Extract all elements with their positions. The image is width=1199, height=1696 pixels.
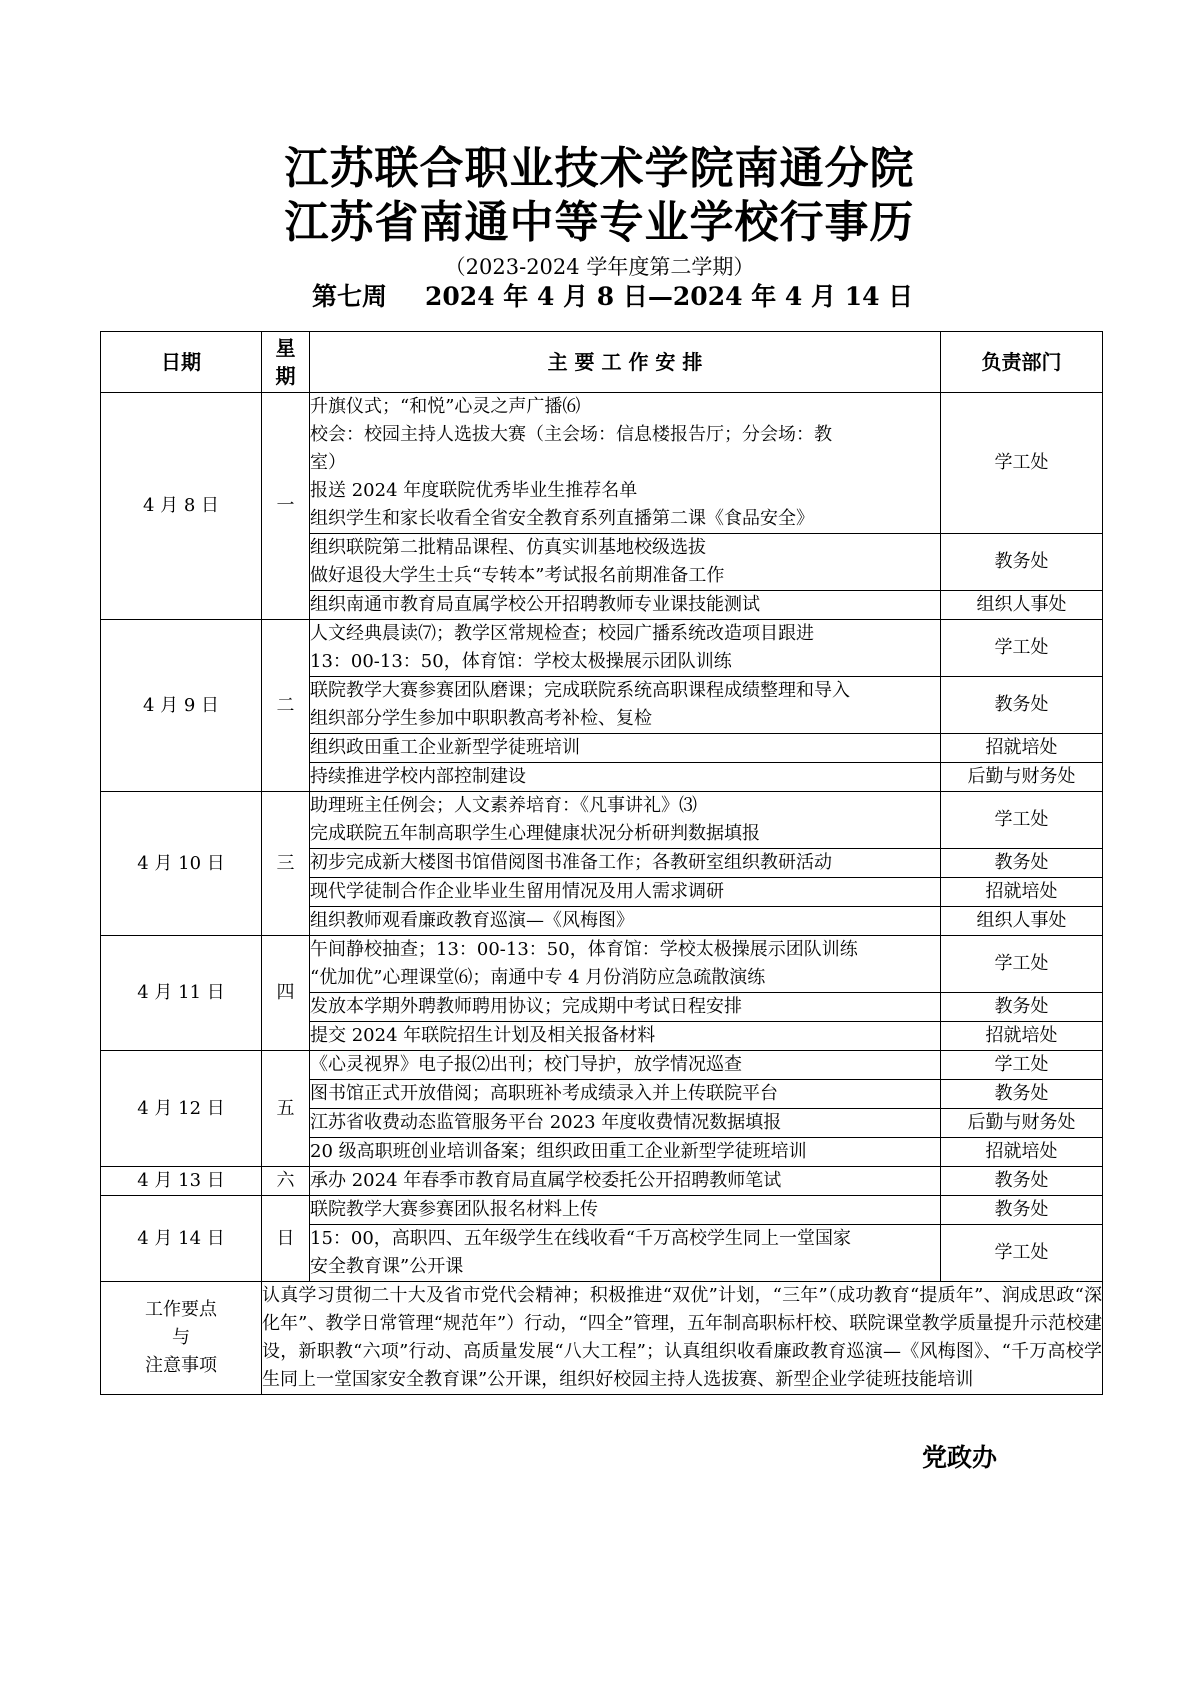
responsible-dept: 招就培处	[941, 1138, 1103, 1167]
task-line: “优加优”心理课堂⑹；南通中专 4 月份消防应急疏散演练	[310, 967, 766, 988]
responsible-dept: 学工处	[941, 1225, 1103, 1282]
task-cell	[310, 591, 941, 620]
task-line: 江苏省收费动态监管服务平台 2023 年度收费情况数据填报	[310, 1112, 782, 1133]
day-date: 4 月 13 日	[101, 1167, 262, 1196]
day-date: 4 月 12 日	[101, 1051, 262, 1167]
responsible-dept: 招就培处	[941, 1022, 1103, 1051]
task-cell	[310, 734, 941, 763]
task-line: 图书馆正式开放借阅；高职班补考成绩录入并上传联院平台	[310, 1083, 778, 1104]
task-cell	[310, 1109, 941, 1138]
task-line: 组织教师观看廉政教育巡演—《风梅图》	[310, 910, 634, 931]
table-row	[101, 393, 1103, 534]
issuing-office: 党政办	[922, 1443, 998, 1472]
table-row	[101, 1196, 1103, 1225]
responsible-dept: 招就培处	[941, 878, 1103, 907]
responsible-dept: 后勤与财务处	[941, 763, 1103, 792]
responsible-dept: 组织人事处	[941, 907, 1103, 936]
responsible-dept: 学工处	[941, 620, 1103, 677]
task-line: 联院教学大赛参赛团队报名材料上传	[310, 1199, 598, 1220]
task-cell	[310, 1138, 941, 1167]
notes-row	[101, 1282, 1103, 1395]
task-cell	[310, 763, 941, 792]
table-header-row	[101, 332, 1103, 393]
notes-text: 认真学习贯彻二十大及省市党代会精神；积极推进“双优”计划，“三年”（成功教育“提质年”、润成思政“深化年”、教学日常管理“规范年”）行动，“四全”管理，五年制高职标杆校、联院课堂教学质量提升示范校建设，新职教“六项”行动、高质量发展“八大工程”；认真组织收看廉政教育巡演—《风梅图》、“千万高校学生同上一堂国家安全教育课”公开课，组织好校园主持人选拔赛、新型企业学徒班技能培训	[262, 1282, 1103, 1395]
responsible-dept: 学工处	[941, 1051, 1103, 1080]
responsible-dept: 教务处	[941, 993, 1103, 1022]
school-title-line2: 江苏省南通中等专业学校行事历	[284, 197, 915, 248]
task-line: 完成联院五年制高职学生心理健康状况分析研判数据填报	[310, 823, 760, 844]
responsible-dept: 教务处	[941, 534, 1103, 591]
task-cell	[310, 677, 941, 734]
day-weekday: 六	[262, 1167, 310, 1196]
task-cell	[310, 1051, 941, 1080]
task-cell	[310, 1196, 941, 1225]
task-line: 安全教育课”公开课	[310, 1256, 464, 1277]
schedule-body	[101, 393, 1103, 1282]
task-cell	[310, 878, 941, 907]
task-line: 组织学生和家长收看全省安全教育系列直播第二课《食品安全》	[310, 508, 814, 529]
notes-section	[101, 1282, 1103, 1395]
responsible-dept: 教务处	[941, 1167, 1103, 1196]
task-line: 发放本学期外聘教师聘用协议；完成期中考试日程安排	[310, 996, 742, 1017]
day-weekday: 四	[262, 936, 310, 1051]
week-date-range: 2024 年 4 月 8 日—2024 年 4 月 14 日	[425, 282, 914, 311]
task-line: 报送 2024 年度联院优秀毕业生推荐名单	[310, 480, 638, 501]
task-cell	[310, 1167, 941, 1196]
table-row	[101, 936, 1103, 993]
task-line: 初步完成新大楼图书馆借阅图书准备工作；各教研室组织教研活动	[310, 852, 832, 873]
task-line: 提交 2024 年联院招生计划及相关报备材料	[310, 1025, 656, 1046]
task-cell	[310, 534, 941, 591]
task-line: 助理班主任例会；人文素养培育：《凡事讲礼》⑶	[310, 795, 697, 816]
task-cell	[310, 1022, 941, 1051]
task-line: 午间静校抽查；13：00-13：50，体育馆：学校太极操展示团队训练	[310, 939, 858, 960]
task-line: 现代学徒制合作企业毕业生留用情况及用人需求调研	[310, 881, 724, 902]
responsible-dept: 学工处	[941, 393, 1103, 534]
task-line: 组织南通市教育局直属学校公开招聘教师专业课技能测试	[310, 594, 760, 615]
task-cell	[310, 936, 941, 993]
day-date: 4 月 9 日	[101, 620, 262, 792]
task-cell	[310, 849, 941, 878]
responsible-dept: 组织人事处	[941, 591, 1103, 620]
semester-subtitle: （2023-2024 学年度第二学期）	[444, 255, 755, 279]
responsible-dept: 后勤与财务处	[941, 1109, 1103, 1138]
task-line: 组织联院第二批精品课程、仿真实训基地校级选拔	[310, 537, 706, 558]
header-tasks: 主 要 工 作 安 排	[310, 332, 941, 393]
responsible-dept: 学工处	[941, 792, 1103, 849]
header-weekday: 星 期	[262, 332, 310, 393]
day-weekday: 二	[262, 620, 310, 792]
task-line: 《心灵视界》电子报⑵出刊；校门导护，放学情况巡查	[310, 1054, 742, 1075]
responsible-dept: 教务处	[941, 677, 1103, 734]
day-date: 4 月 10 日	[101, 792, 262, 936]
day-weekday: 五	[262, 1051, 310, 1167]
responsible-dept: 学工处	[941, 936, 1103, 993]
day-date: 4 月 14 日	[101, 1196, 262, 1282]
table-row	[101, 792, 1103, 849]
task-line: 联院教学大赛参赛团队磨课；完成联院系统高职课程成绩整理和导入	[310, 680, 850, 701]
task-line: 持续推进学校内部控制建设	[310, 766, 526, 787]
day-date: 4 月 11 日	[101, 936, 262, 1051]
task-line: 升旗仪式；“和悦”心灵之声广播⑹	[310, 396, 581, 417]
task-line: 组织部分学生参加中职职教高考补检、复检	[310, 708, 652, 729]
task-cell	[310, 393, 941, 534]
header-date: 日期	[101, 332, 262, 393]
task-line: 做好退役大学生士兵“专转本”考试报名前期准备工作	[310, 565, 725, 586]
responsible-dept: 招就培处	[941, 734, 1103, 763]
task-line: 室）	[310, 452, 346, 473]
day-date: 4 月 8 日	[101, 393, 262, 620]
task-line: 组织政田重工企业新型学徒班培训	[310, 737, 580, 758]
table-row	[101, 1051, 1103, 1080]
task-cell	[310, 792, 941, 849]
school-title-line1: 江苏联合职业技术学院南通分院	[284, 143, 915, 194]
task-line: 15：00，高职四、五年级学生在线收看“千万高校学生同上一堂国家	[310, 1228, 852, 1249]
task-line: 承办 2024 年春季市教育局直属学校委托公开招聘教师笔试	[310, 1170, 782, 1191]
schedule-table	[100, 331, 1103, 1395]
responsible-dept: 教务处	[941, 1080, 1103, 1109]
task-line: 校会：校园主持人选拔大赛（主会场：信息楼报告厅；分会场：教	[310, 424, 832, 445]
task-cell	[310, 620, 941, 677]
task-cell	[310, 907, 941, 936]
task-line: 人文经典晨读⑺；教学区常规检查；校园广播系统改造项目跟进	[310, 623, 814, 644]
notes-title: 工作要点 与 注意事项	[101, 1282, 262, 1395]
task-cell	[310, 1225, 941, 1282]
week-label: 第七周	[312, 282, 388, 311]
task-cell	[310, 1080, 941, 1109]
table-row	[101, 1167, 1103, 1196]
task-cell	[310, 993, 941, 1022]
week-heading	[312, 280, 913, 314]
header-dept: 负责部门	[941, 332, 1103, 393]
table-row	[101, 620, 1103, 677]
task-line: 20 级高职班创业培训备案；组织政田重工企业新型学徒班培训	[310, 1141, 807, 1162]
day-weekday: 一	[262, 393, 310, 620]
day-weekday: 日	[262, 1196, 310, 1282]
responsible-dept: 教务处	[941, 1196, 1103, 1225]
day-weekday: 三	[262, 792, 310, 936]
task-line: 13：00-13：50，体育馆：学校太极操展示团队训练	[310, 651, 732, 672]
responsible-dept: 教务处	[941, 849, 1103, 878]
